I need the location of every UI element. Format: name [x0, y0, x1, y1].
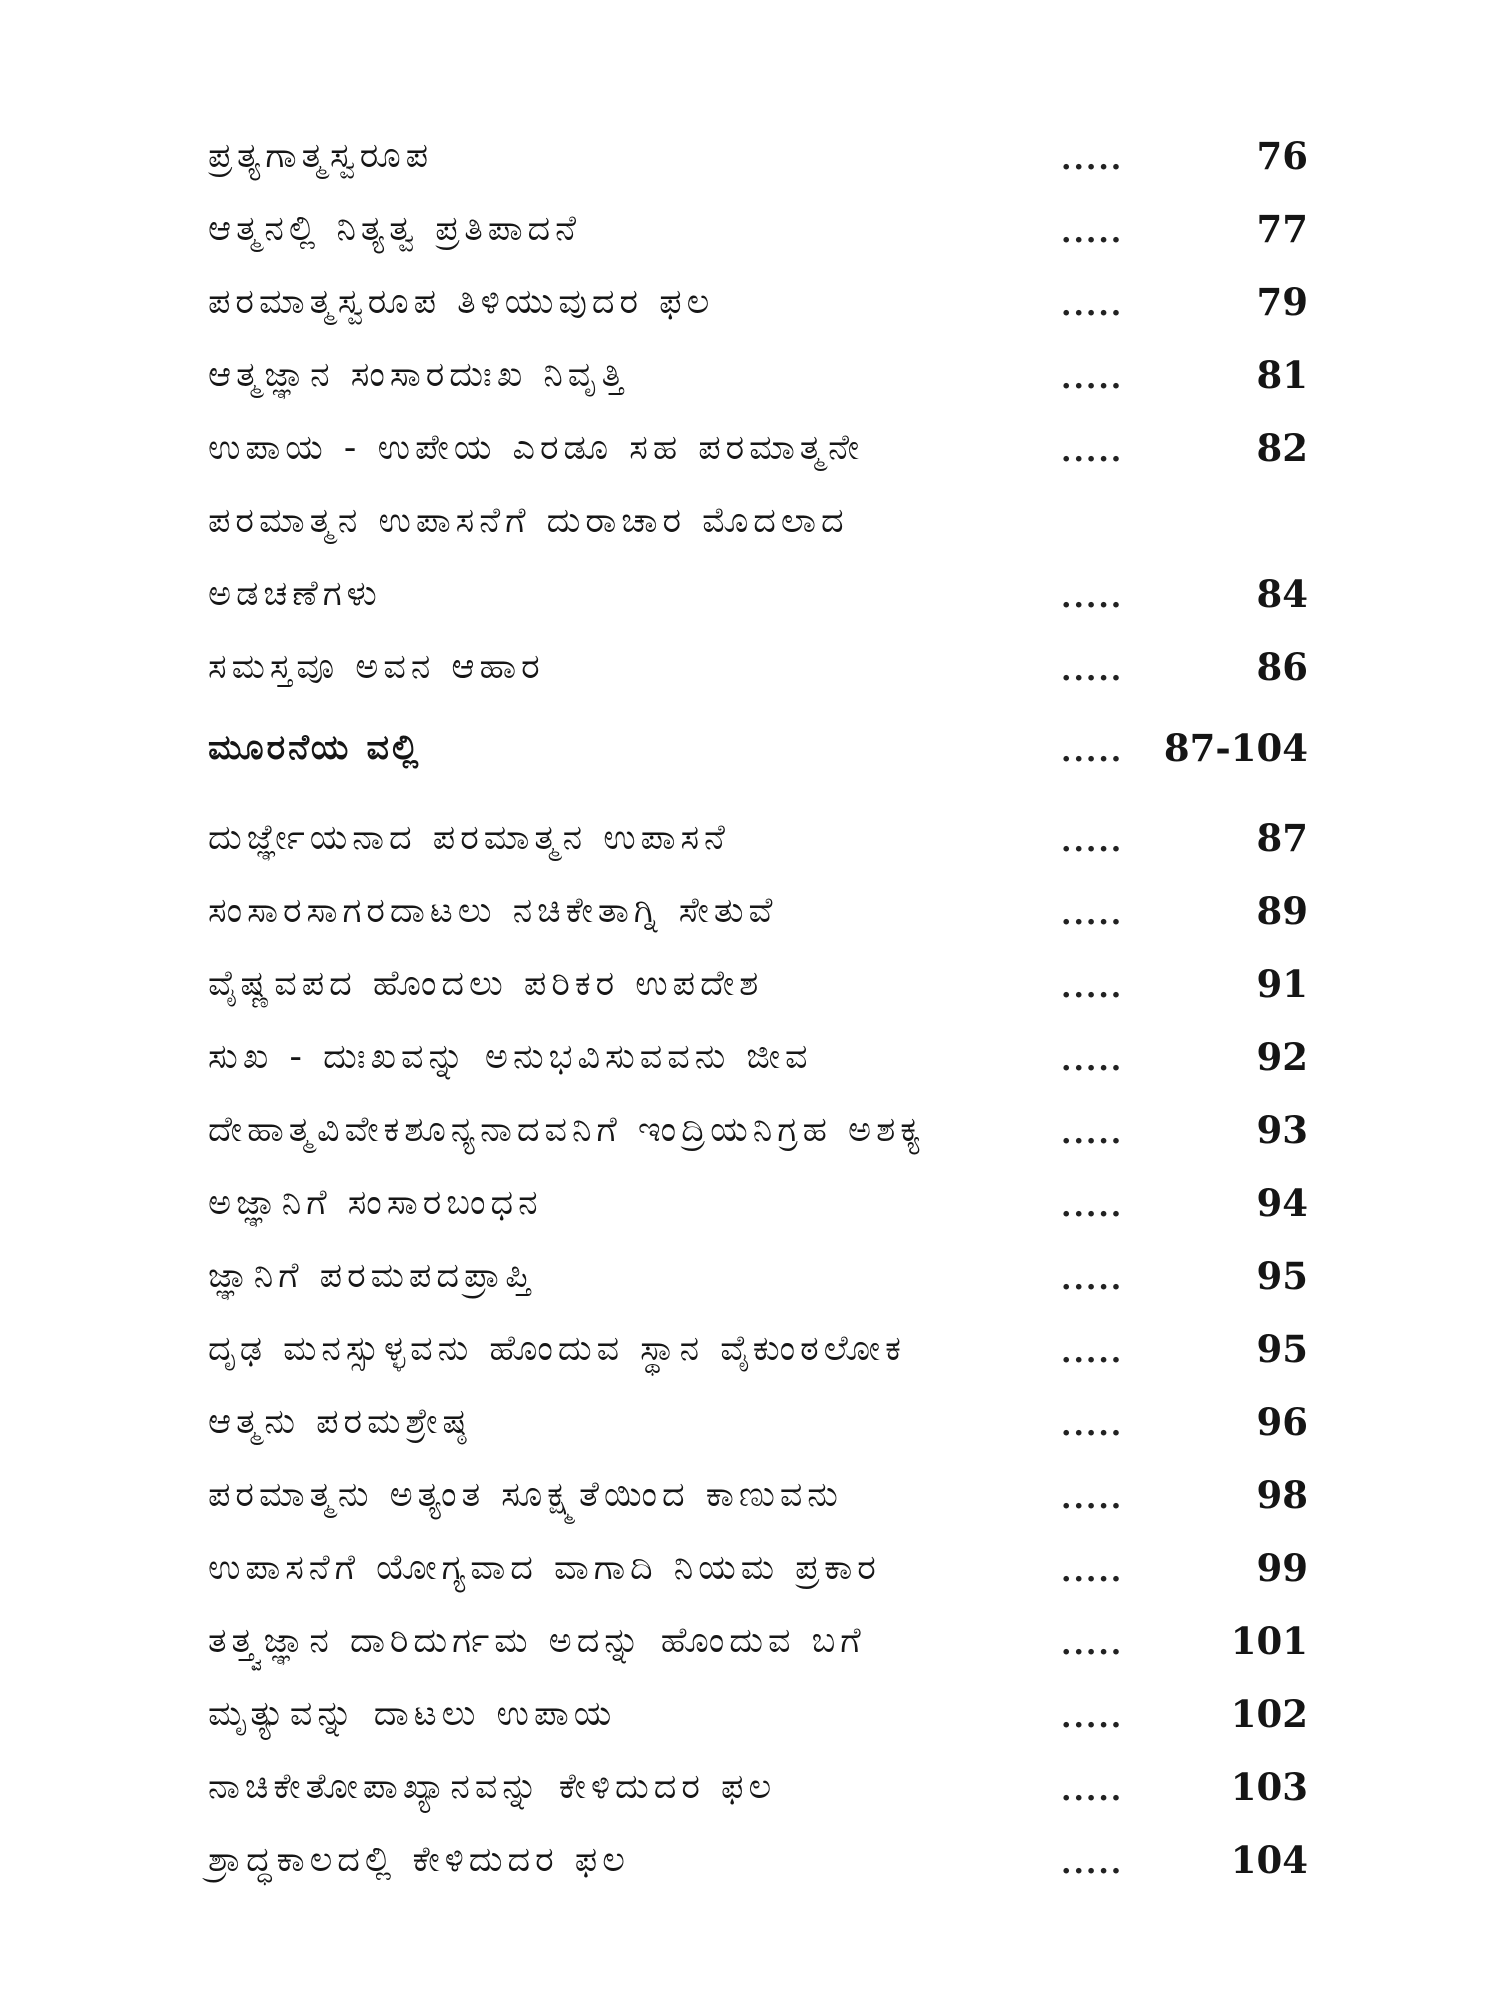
toc-entry — [208, 1759, 1308, 1832]
toc-entry — [208, 274, 1308, 347]
page-number: 101 — [1230, 1619, 1308, 1663]
toc-entry — [208, 956, 1308, 1029]
entry-title: ಮೃತ್ಯುವನ್ನು ದಾಟಲು ಉಪಾಯ — [208, 1694, 617, 1734]
page-number: 79 — [1256, 280, 1308, 324]
toc-entry — [208, 201, 1308, 274]
dot-leader: ..... — [1061, 970, 1124, 1005]
section-heading — [208, 712, 1308, 810]
page-number: 82 — [1256, 426, 1308, 470]
entry-title: ಪ್ರತ್ಯಗಾತ್ಮಸ್ವರೂಪ — [208, 136, 434, 176]
entry-title: ಆತ್ಮನಲ್ಲಿ ನಿತ್ಯತ್ವ ಪ್ರತಿಪಾದನೆ — [208, 209, 582, 249]
entry-title: ಸುಖ - ದುಃಖವನ್ನು ಅನುಭವಿಸುವವನು ಜೀವ — [208, 1037, 813, 1077]
page-number: 92 — [1256, 1035, 1308, 1079]
entry-title: ತತ್ತ್ವಜ್ಞಾನ ದಾರಿದುರ್ಗಮ ಅದನ್ನು ಹೊಂದುವ ಬಗೆ — [208, 1621, 866, 1661]
entry-title: ನಾಚಿಕೇತೋಪಾಖ್ಯಾನವನ್ನು ಕೇಳಿದುದರ ಫಲ — [208, 1767, 777, 1807]
toc-entry — [208, 1613, 1308, 1686]
page-number: 89 — [1256, 889, 1308, 933]
dot-leader: ..... — [1061, 1481, 1124, 1516]
entry-title: ವೈಷ್ಣವಪದ ಹೊಂದಲು ಪರಿಕರ ಉಪದೇಶ — [208, 964, 764, 1004]
page-number: 77 — [1256, 207, 1308, 251]
dot-leader: ..... — [1061, 580, 1124, 615]
toc-entry — [208, 1248, 1308, 1321]
toc-entry — [208, 493, 1308, 566]
entry-title: ಉಪಾಯ - ಉಪೇಯ ಎರಡೂ ಸಹ ಪರಮಾತ್ಮನೇ — [208, 428, 865, 468]
dot-leader: ..... — [1061, 1189, 1124, 1224]
entry-title: ಪರಮಾತ್ಮಸ್ವರೂಪ ತಿಳಿಯುವುದರ ಫಲ — [208, 282, 715, 322]
table-of-contents — [208, 128, 1308, 1905]
entry-title: ಪರಮಾತ್ಮನ ಉಪಾಸನೆಗೆ ದುರಾಚಾರ ಮೊದಲಾದ — [208, 501, 849, 541]
toc-entry — [208, 883, 1308, 956]
page-number: 93 — [1256, 1108, 1308, 1152]
dot-leader: ..... — [1061, 142, 1124, 177]
toc-entry — [208, 639, 1308, 712]
entry-title: ದುರ್ಜ್ಞೇಯನಾದ ಪರಮಾತ್ಮನ ಉಪಾಸನೆ — [208, 818, 730, 858]
page-number: 96 — [1256, 1400, 1308, 1444]
entry-title: ಆತ್ಮನು ಪರಮಶ್ರೇಷ್ಠ — [208, 1402, 472, 1442]
section-page-range: 87-104 — [1163, 726, 1308, 770]
dot-leader: ..... — [1061, 1116, 1124, 1151]
dot-leader: ..... — [1061, 1627, 1124, 1662]
dot-leader: ..... — [1061, 734, 1124, 769]
page-number: 102 — [1230, 1692, 1308, 1736]
dot-leader: ..... — [1061, 215, 1124, 250]
dot-leader: ..... — [1061, 1700, 1124, 1735]
dot-leader: ..... — [1061, 824, 1124, 859]
page-number: 95 — [1256, 1254, 1308, 1298]
page-number: 95 — [1256, 1327, 1308, 1371]
toc-entry — [208, 1467, 1308, 1540]
toc-entry — [208, 810, 1308, 883]
entry-title: ಅಡಚಣೆಗಳು — [208, 574, 382, 614]
toc-entry — [208, 1394, 1308, 1467]
entry-title: ಜ್ಞಾನಿಗೆ ಪರಮಪದಪ್ರಾಪ್ತಿ — [208, 1256, 536, 1296]
entry-title: ಆತ್ಮಜ್ಞಾನ ಸಂಸಾರದುಃಖ ನಿವೃತ್ತಿ — [208, 355, 629, 395]
page-number: 87 — [1256, 816, 1308, 860]
dot-leader: ..... — [1061, 653, 1124, 688]
page-number: 98 — [1256, 1473, 1308, 1517]
page-number: 84 — [1256, 572, 1308, 616]
dot-leader: ..... — [1061, 1335, 1124, 1370]
entry-title: ದೃಢ ಮನಸ್ಸುಳ್ಳವನು ಹೊಂದುವ ಸ್ಥಾನ ವೈಕುಂಠಲೋಕ — [208, 1329, 906, 1369]
entry-title: ಸಮಸ್ತವೂ ಅವನ ಆಹಾರ — [208, 647, 545, 687]
entry-title: ಪರಮಾತ್ಮನು ಅತ್ಯಂತ ಸೂಕ್ಷ್ಮತೆಯಿಂದ ಕಾಣುವನು — [208, 1475, 843, 1515]
dot-leader: ..... — [1061, 1554, 1124, 1589]
dot-leader: ..... — [1061, 434, 1124, 469]
page-number: 91 — [1256, 962, 1308, 1006]
page-number: 103 — [1230, 1765, 1308, 1809]
toc-entry — [208, 566, 1308, 639]
page-number: 99 — [1256, 1546, 1308, 1590]
toc-entry — [208, 347, 1308, 420]
page-number: 104 — [1230, 1838, 1308, 1882]
toc-entry — [208, 1540, 1308, 1613]
toc-entry — [208, 1029, 1308, 1102]
dot-leader: ..... — [1061, 897, 1124, 932]
toc-entry — [208, 420, 1308, 493]
dot-leader: ..... — [1061, 1043, 1124, 1078]
entry-title: ಸಂಸಾರಸಾಗರದಾಟಲು ನಚಿಕೇತಾಗ್ನಿ ಸೇತುವೆ — [208, 891, 778, 931]
page-number: 81 — [1256, 353, 1308, 397]
toc-entry — [208, 1321, 1308, 1394]
toc-entry — [208, 1832, 1308, 1905]
dot-leader: ..... — [1061, 288, 1124, 323]
page-number: 76 — [1256, 134, 1308, 178]
entry-title: ಅಜ್ಞಾನಿಗೆ ಸಂಸಾರಬಂಧನ — [208, 1183, 543, 1223]
entry-title: ಶ್ರಾದ್ಧಕಾಲದಲ್ಲಿ ಕೇಳಿದುದರ ಫಲ — [208, 1840, 630, 1880]
dot-leader: ..... — [1061, 1846, 1124, 1881]
toc-entry — [208, 1686, 1308, 1759]
entry-title: ದೇಹಾತ್ಮವಿವೇಕಶೂನ್ಯನಾದವನಿಗೆ ಇಂದ್ರಿಯನಿಗ್ರಹ ಅಶಕ್ಯ — [208, 1110, 926, 1150]
entry-title: ಉಪಾಸನೆಗೆ ಯೋಗ್ಯವಾದ ವಾಗಾದಿ ನಿಯಮ ಪ್ರಕಾರ — [208, 1548, 881, 1588]
dot-leader: ..... — [1061, 1408, 1124, 1443]
dot-leader: ..... — [1061, 361, 1124, 396]
dot-leader: ..... — [1061, 1262, 1124, 1297]
section-title: ಮೂರನೆಯ ವಲ್ಲಿ — [208, 728, 422, 768]
toc-entry — [208, 1102, 1308, 1175]
page-number: 94 — [1256, 1181, 1308, 1225]
page-number: 86 — [1256, 645, 1308, 689]
toc-entry — [208, 128, 1308, 201]
dot-leader: ..... — [1061, 1773, 1124, 1808]
toc-entry — [208, 1175, 1308, 1248]
